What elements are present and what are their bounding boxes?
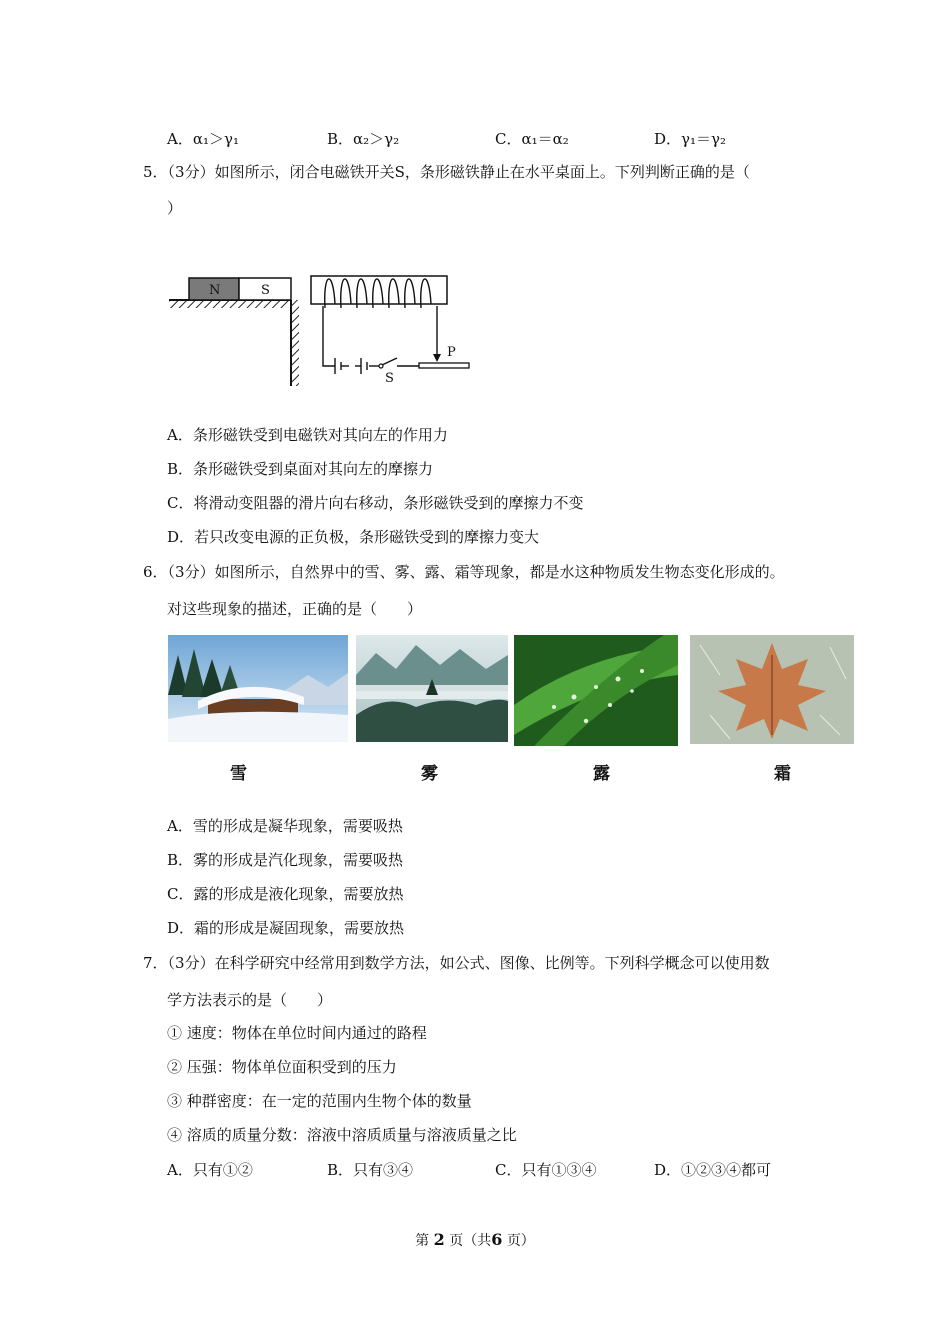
footer-total-pages: 6 <box>491 1230 503 1249</box>
q7-item-2: ② 压强：物体单位面积受到的压力 <box>167 1058 397 1076</box>
q7-option-c: C．只有①③④ <box>495 1161 597 1179</box>
q5-stem-line1: 5．（3分）如图所示，闭合电磁铁开关S，条形磁铁静止在水平桌面上。下列判断正确的是（ <box>143 163 750 181</box>
switch <box>379 358 397 386</box>
slider-p-label: P <box>447 345 456 360</box>
photo-frost <box>690 635 854 744</box>
bar-magnet <box>189 278 291 300</box>
q6-option-c: C．露的形成是液化现象，需要放热 <box>167 885 404 903</box>
q7-option-a: A．只有①② <box>167 1161 253 1179</box>
q6-option-d: D．霜的形成是凝固现象，需要放热 <box>167 919 405 937</box>
q7-stem-line1: 7．（3分）在科学研究中经常用到数学方法，如公式、图像、比例等。下列科学概念可以使用数 <box>143 954 770 972</box>
q7-item-3: ③ 种群密度：在一定的范围内生物个体的数量 <box>167 1092 472 1110</box>
q4-option-d: D．γ₁＝γ₂ <box>654 130 726 148</box>
q6-stem-line1: 6．（3分）如图所示，自然界中的雪、雾、露、霜等现象，都是水这种物质发生物态变化形成的。 <box>143 563 785 581</box>
q5-option-a: A．条形磁铁受到电磁铁对其向左的作用力 <box>167 426 448 444</box>
caption-snow: 雪 <box>230 764 247 784</box>
q5-circuit-figure <box>165 262 475 392</box>
magnet-s-label: S <box>261 283 270 298</box>
q5-option-c: C．将滑动变阻器的滑片向右移动，条形磁铁受到的摩擦力不变 <box>167 494 584 512</box>
q5-option-b: B．条形磁铁受到桌面对其向左的摩擦力 <box>167 460 434 478</box>
q7-item-4: ④ 溶质的质量分数：溶液中溶质质量与溶液质量之比 <box>167 1126 517 1144</box>
q6-stem-line2: 对这些现象的描述，正确的是（ ） <box>167 600 423 618</box>
q6-option-a: A．雪的形成是凝华现象，需要吸热 <box>167 817 403 835</box>
q4-option-a: A．α₁＞γ₁ <box>167 130 239 148</box>
q7-stem-line2: 学方法表示的是（ ） <box>167 991 333 1009</box>
footer-middle: 页（共 <box>449 1233 492 1249</box>
magnet-n-label: N <box>209 283 221 298</box>
switch-label: S <box>385 371 394 386</box>
caption-fog: 雾 <box>421 764 438 784</box>
q4-option-b: B．α₂＞γ₂ <box>327 130 400 148</box>
table-surface <box>169 300 299 386</box>
circuit-wires <box>323 306 437 366</box>
q5-option-d: D．若只改变电源的正负极，条形磁铁受到的摩擦力变大 <box>167 528 540 546</box>
caption-dew: 露 <box>593 764 610 784</box>
footer-page-number: 2 <box>433 1230 445 1249</box>
q4-options <box>167 128 787 150</box>
photo-dew <box>514 635 678 746</box>
q7-options <box>167 1160 827 1182</box>
photo-snow <box>168 635 348 742</box>
footer-suffix: 页） <box>506 1233 535 1249</box>
rheostat <box>419 345 469 368</box>
caption-frost: 霜 <box>774 764 791 784</box>
q7-option-b: B．只有③④ <box>327 1161 414 1179</box>
footer-prefix: 第 <box>415 1233 430 1249</box>
page-footer <box>0 1230 950 1250</box>
q6-option-b: B．雾的形成是汽化现象，需要吸热 <box>167 851 404 869</box>
q5-stem-line2: ） <box>167 199 183 217</box>
q7-option-d: D．①②③④都可 <box>654 1161 772 1179</box>
electromagnet <box>311 276 447 308</box>
q7-item-1: ① 速度：物体在单位时间内通过的路程 <box>167 1024 427 1042</box>
battery <box>335 358 367 374</box>
q4-option-c: C．α₁＝α₂ <box>495 130 569 148</box>
photo-fog <box>356 635 508 742</box>
